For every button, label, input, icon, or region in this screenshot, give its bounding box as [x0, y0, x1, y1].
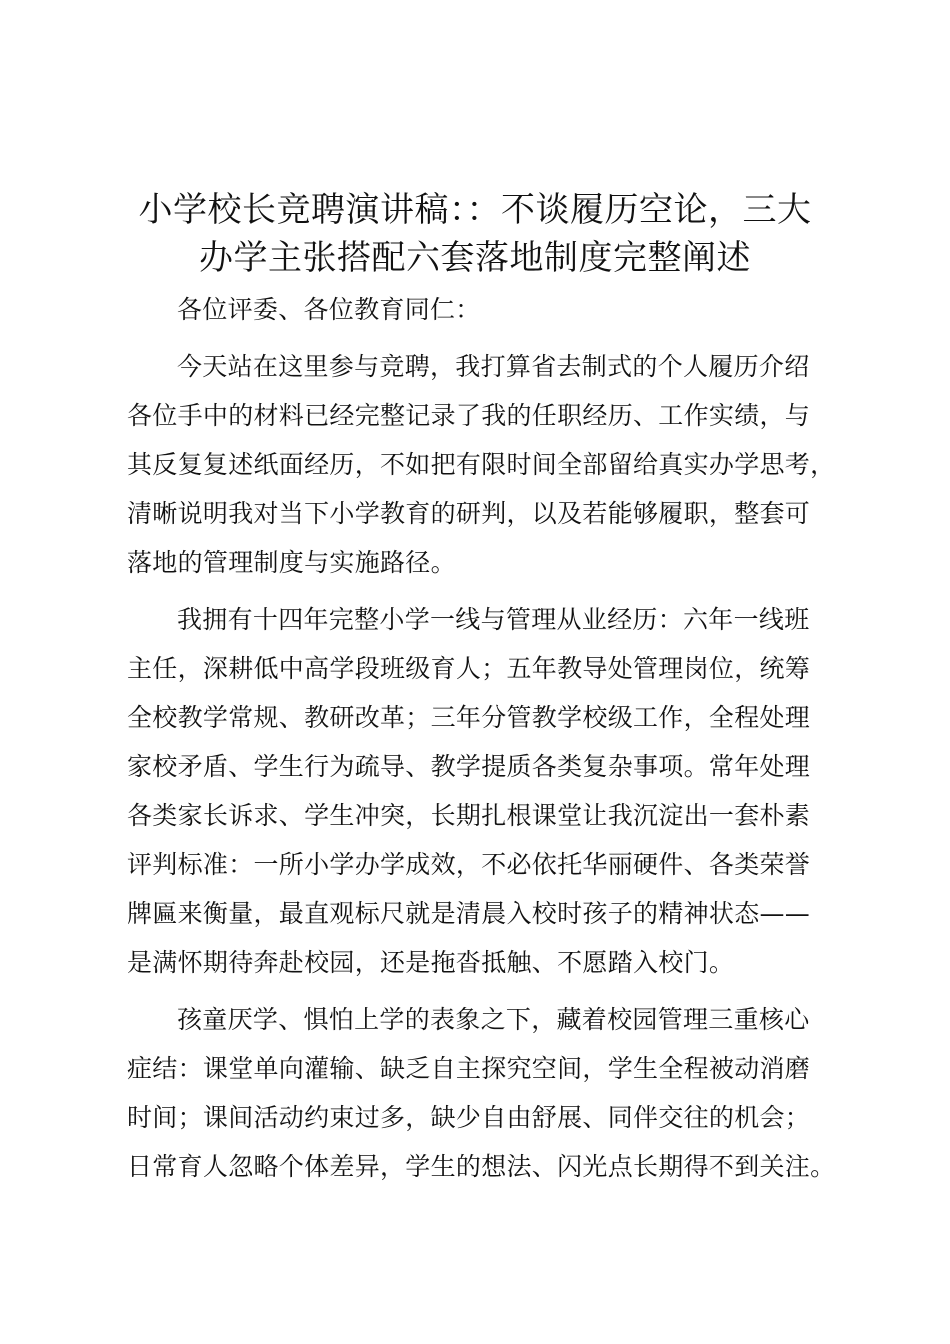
document-body — [127, 285, 849, 1191]
paragraph-line: 清晰说明我对当下小学教育的研判，以及若能够履职，整套可 — [127, 499, 811, 528]
paragraph-line: 日常育人忽略个体差异，学生的想法、闪光点长期得不到关注。 — [127, 1152, 836, 1181]
paragraph-line: 时间；课间活动约束过多，缺少自由舒展、同伴交往的机会； — [127, 1103, 811, 1132]
title-line-1: 小学校长竞聘演讲稿：：不谈履历空论，三大 — [138, 190, 812, 230]
paragraph-line: 各位手中的材料已经完整记录了我的任职经历、工作实绩，与 — [127, 401, 811, 430]
paragraph-line: 是满怀期待奔赴校园，还是拖沓抵触、不愿踏入校门。 — [127, 948, 735, 977]
paragraph-line: 牌匾来衡量，最直观标尺就是清晨入校时孩子的精神状态—— — [127, 899, 811, 928]
paragraph-1 — [127, 342, 849, 587]
paragraph-line: 主任，深耕低中高学段班级育人；五年教导处管理岗位，统筹 — [127, 654, 811, 683]
paragraph-line: 今天站在这里参与竞聘，我打算省去制式的个人履历介绍 — [177, 352, 810, 381]
paragraph-line: 落地的管理制度与实施路径。 — [127, 548, 456, 577]
paragraph-line: 全校教学常规、教研改革；三年分管教学校级工作，全程处理 — [127, 703, 811, 732]
paragraph-line: 家校矛盾、学生行为疏导、教学提质各类复杂事项。常年处理 — [127, 752, 811, 781]
salutation: 各位评委、各位教育同仁： — [177, 295, 481, 324]
paragraph-3 — [127, 995, 849, 1191]
paragraph-line: 其反复复述纸面经历，不如把有限时间全部留给真实办学思考， — [127, 450, 836, 479]
paragraph-line: 我拥有十四年完整小学一线与管理从业经历：六年一线班 — [177, 605, 810, 634]
paragraph-line: 各类家长诉求、学生冲突，长期扎根课堂让我沉淀出一套朴素 — [127, 801, 811, 830]
paragraph-2 — [127, 595, 849, 987]
document-title — [110, 186, 840, 282]
paragraph-line: 评判标准：一所小学办学成效，不必依托华丽硬件、各类荣誉 — [127, 850, 811, 879]
title-line-2: 办学主张搭配六套落地制度完整阐述 — [199, 238, 751, 278]
paragraph-line: 症结：课堂单向灌输、缺乏自主探究空间，学生全程被动消磨 — [127, 1054, 811, 1083]
paragraph-line: 孩童厌学、惧怕上学的表象之下，藏着校园管理三重核心 — [177, 1005, 810, 1034]
